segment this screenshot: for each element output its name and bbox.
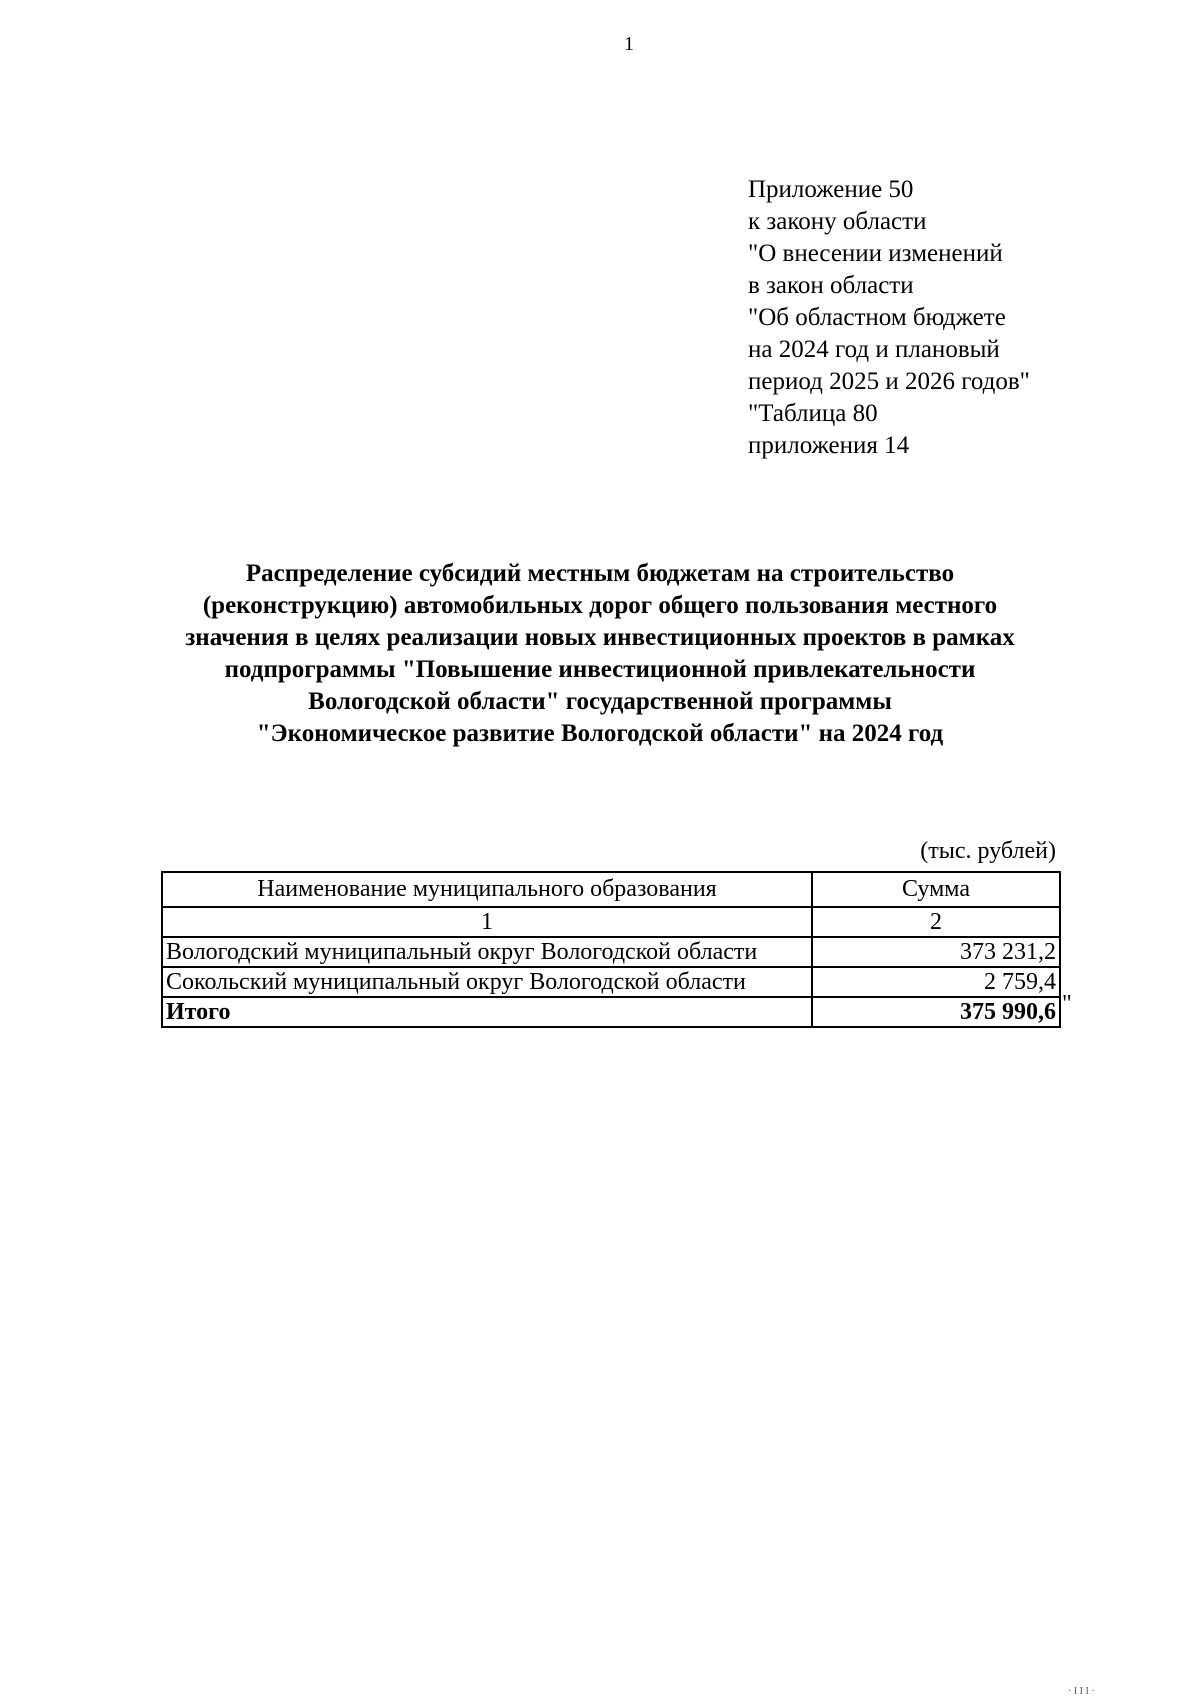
table-header-row <box>162 872 1060 907</box>
table-row <box>162 937 1060 967</box>
municipality-name-cell: Сокольский муниципальный округ Вологодской области <box>162 967 812 997</box>
title-line: значения в целях реализации новых инвестиционных проектов в рамках <box>185 624 1015 651</box>
header-name-cell: Наименование муниципального образования <box>162 872 812 907</box>
column-number-cell: 1 <box>162 907 812 937</box>
appendix-line: период 2025 и 2026 годов" <box>748 368 1030 395</box>
page-number: 1 <box>624 33 634 55</box>
appendix-line: в закон области <box>748 272 914 299</box>
scan-mark: · I I I · <box>1068 1686 1095 1697</box>
appendix-line: приложения 14 <box>748 432 910 459</box>
document-title <box>100 558 1100 750</box>
appendix-line: на 2024 год и плановый <box>748 336 1000 363</box>
table-row <box>162 967 1060 997</box>
subsidy-distribution-table <box>161 871 1061 1028</box>
header-sum-cell: Сумма <box>812 872 1060 907</box>
closing-quote: " <box>1062 991 1072 1017</box>
appendix-line: Приложение 50 <box>748 176 914 203</box>
title-line: подпрограммы "Повышение инвестиционной привлекательности <box>224 656 976 683</box>
appendix-line: "Об областном бюджете <box>748 304 1006 331</box>
appendix-line: к закону области <box>748 208 927 235</box>
title-line: (реконструкцию) автомобильных дорог общего пользования местного <box>202 592 998 619</box>
column-number-cell: 2 <box>812 907 1060 937</box>
title-line: Распределение субсидий местным бюджетам на строительство <box>245 560 955 587</box>
appendix-line: "Таблица 80 <box>748 400 878 427</box>
municipality-name-cell: Вологодский муниципальный округ Вологодской области <box>162 937 812 967</box>
title-line: Вологодской области" государственной программы <box>308 688 892 715</box>
appendix-header <box>748 174 1148 462</box>
units-label: (тыс. рублей) <box>920 838 1056 864</box>
total-label-cell: Итого <box>162 997 812 1027</box>
total-row <box>162 997 1060 1027</box>
sum-cell: 373 231,2 <box>812 937 1060 967</box>
total-sum-cell: 375 990,6 <box>812 997 1060 1027</box>
title-line: "Экономическое развитие Вологодской области" на 2024 год <box>256 720 944 747</box>
sum-cell: 2 759,4 <box>812 967 1060 997</box>
appendix-line: "О внесении изменений <box>748 240 1003 267</box>
column-number-row <box>162 907 1060 937</box>
